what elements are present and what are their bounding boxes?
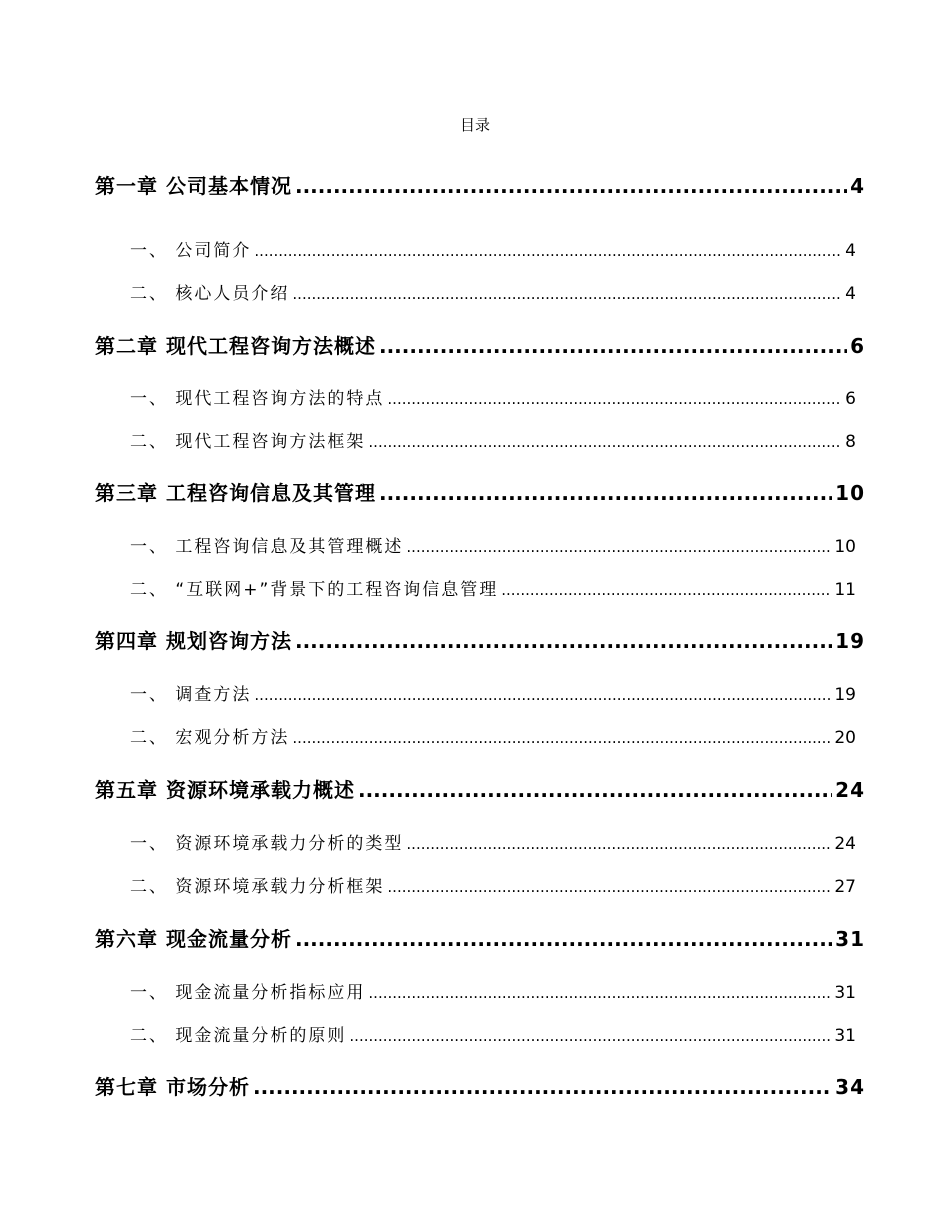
toc-section-entry[interactable] [130, 723, 856, 748]
toc-section-entry[interactable] [130, 384, 856, 409]
dot-leader [254, 242, 842, 260]
toc-section-entry[interactable] [130, 279, 856, 304]
toc-page-number: 31 [834, 983, 856, 1003]
toc-page-number: 6 [845, 389, 856, 409]
toc-entry-label: 第一章 公司基本情况 [95, 174, 292, 198]
dot-leader [387, 878, 831, 896]
toc-entry-label: 一、 公司简介 [130, 241, 252, 261]
toc-entry-label: 二、 核心人员介绍 [130, 284, 290, 304]
toc-page-number: 4 [845, 241, 856, 261]
toc-page-number: 19 [834, 685, 856, 705]
toc-section-entry[interactable] [130, 427, 856, 452]
dot-leader [292, 285, 842, 303]
toc-page-number: 4 [845, 284, 856, 304]
toc-entry-label: 第二章 现代工程咨询方法概述 [95, 334, 376, 358]
toc-entry-label: 第三章 工程咨询信息及其管理 [95, 481, 376, 505]
dot-leader [379, 481, 832, 505]
toc-entry-label: 二、 资源环境承载力分析框架 [130, 877, 385, 897]
toc-entry-label: 第四章 规划咨询方法 [95, 629, 292, 653]
toc-chapter-entry[interactable] [95, 330, 865, 359]
toc-title: 目录 [459, 116, 490, 134]
toc-section-entry[interactable] [130, 1021, 856, 1046]
toc-section-entry[interactable] [130, 978, 856, 1003]
toc-chapter-entry[interactable] [95, 170, 865, 199]
toc-page-number: 34 [835, 1075, 865, 1099]
toc-entry-label: 二、 “互联网+”背景下的工程咨询信息管理 [130, 580, 499, 600]
dot-leader [368, 433, 842, 451]
toc-section-entry[interactable] [130, 532, 856, 557]
toc-page-number: 10 [834, 537, 856, 557]
dot-leader [358, 778, 832, 802]
toc-page-number: 31 [835, 927, 865, 951]
toc-chapter-entry[interactable] [95, 923, 865, 952]
dot-leader [253, 1075, 832, 1099]
toc-entry-label: 一、 资源环境承载力分析的类型 [130, 834, 404, 854]
toc-entry-label: 一、 现金流量分析指标应用 [130, 983, 366, 1003]
dot-leader [295, 927, 832, 951]
toc-chapter-entry[interactable] [95, 1071, 865, 1100]
toc-chapter-entry[interactable] [95, 774, 865, 803]
dot-leader [295, 629, 832, 653]
toc-page-number: 19 [835, 629, 865, 653]
toc-chapter-entry[interactable] [95, 477, 865, 506]
toc-page-number: 10 [835, 481, 865, 505]
toc-page-number: 8 [845, 432, 856, 452]
dot-leader [406, 835, 831, 853]
toc-page-number: 31 [834, 1026, 856, 1046]
toc-entry-label: 第七章 市场分析 [95, 1075, 250, 1099]
dot-leader [295, 174, 847, 198]
toc-page-number: 6 [850, 334, 865, 358]
toc-section-entry[interactable] [130, 872, 856, 897]
toc-entry-label: 二、 现金流量分析的原则 [130, 1026, 347, 1046]
toc-chapter-entry[interactable] [95, 625, 865, 654]
toc-page-number: 24 [835, 778, 865, 802]
toc-section-entry[interactable] [130, 236, 856, 261]
toc-entry-label: 一、 调查方法 [130, 685, 252, 705]
toc-page-number: 11 [834, 580, 856, 600]
dot-leader [501, 581, 831, 599]
toc-page-number: 27 [834, 877, 856, 897]
toc-entry-label: 一、 现代工程咨询方法的特点 [130, 389, 385, 409]
dot-leader [292, 729, 831, 747]
toc-section-entry[interactable] [130, 575, 856, 600]
toc-section-entry[interactable] [130, 680, 856, 705]
dot-leader [349, 1027, 831, 1045]
dot-leader [387, 390, 842, 408]
dot-leader [368, 984, 831, 1002]
dot-leader [254, 686, 831, 704]
toc-page-number: 20 [834, 728, 856, 748]
toc-page-number: 4 [850, 174, 865, 198]
dot-leader [379, 334, 847, 358]
toc-entry-label: 一、 工程咨询信息及其管理概述 [130, 537, 404, 557]
toc-page-number: 24 [834, 834, 856, 854]
dot-leader [406, 538, 831, 556]
toc-section-entry[interactable] [130, 829, 856, 854]
toc-entry-label: 二、 现代工程咨询方法框架 [130, 432, 366, 452]
toc-entry-label: 二、 宏观分析方法 [130, 728, 290, 748]
toc-entry-label: 第六章 现金流量分析 [95, 927, 292, 951]
toc-entry-label: 第五章 资源环境承载力概述 [95, 778, 355, 802]
